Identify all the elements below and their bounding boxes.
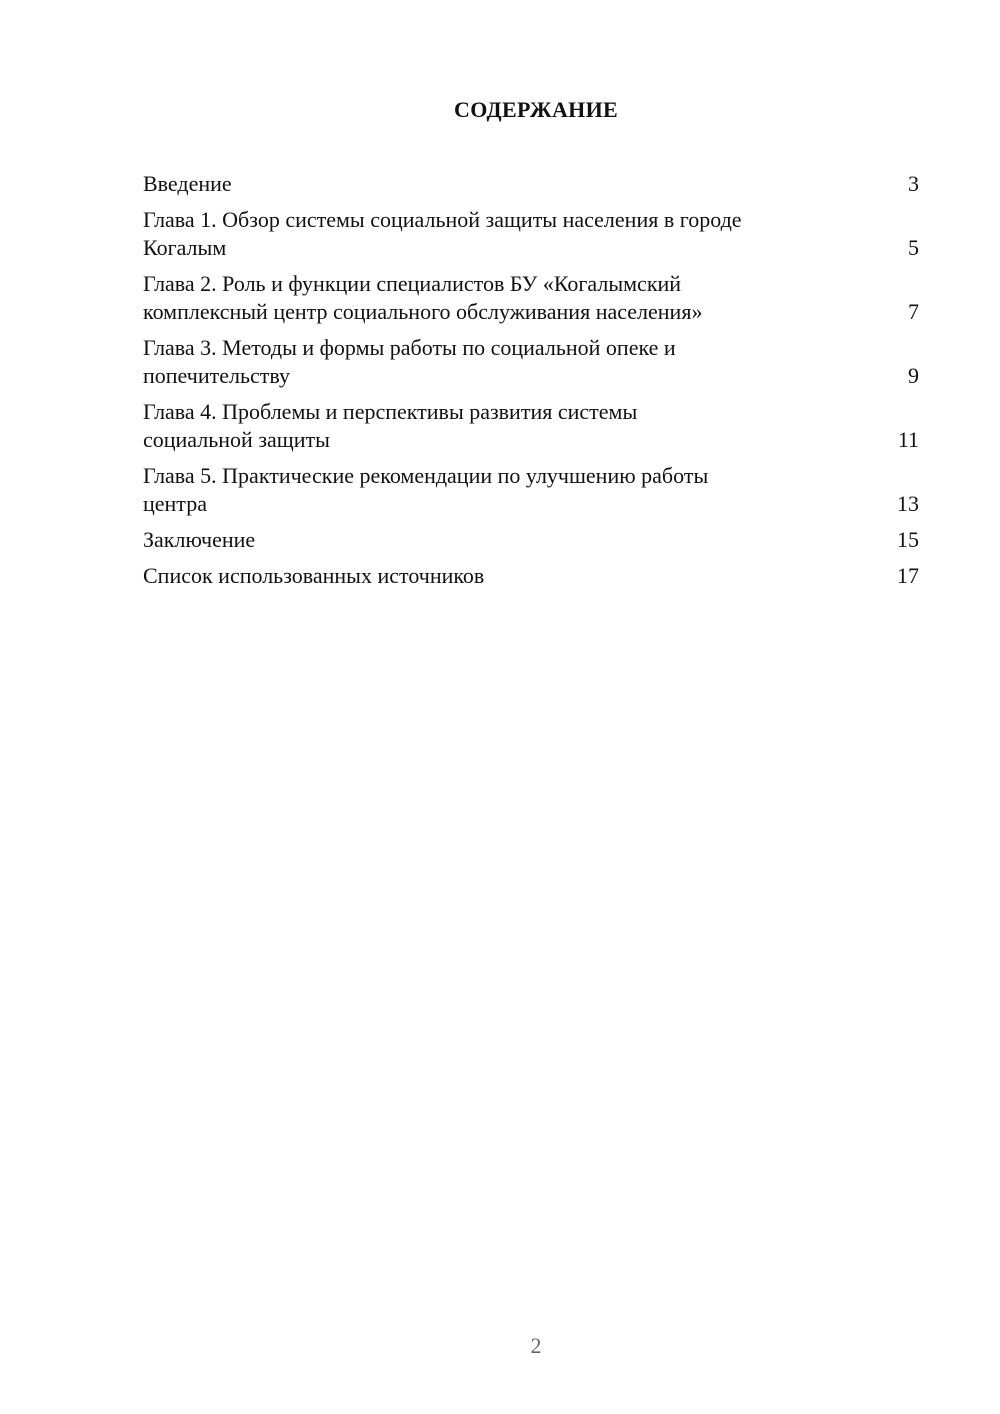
toc-entry-text: Введение xyxy=(143,171,232,196)
toc-entry-text: Глава 4. Проблемы и перспективы развития системы социальной защиты xyxy=(143,399,638,452)
toc-entry-chapter-3 xyxy=(143,334,919,390)
toc-entry-conclusion xyxy=(143,526,919,554)
toc-entry-text: Глава 5. Практические рекомендации по улучшению работы центра xyxy=(143,463,709,516)
toc-entry-page: 17 xyxy=(897,563,919,588)
toc-entry-text: Глава 3. Методы и формы работы по социальной опеке и попечительству xyxy=(143,335,676,388)
toc-entry-chapter-5 xyxy=(143,462,919,518)
toc-entry-page: 7 xyxy=(908,299,919,324)
toc-entry-text: Заключение xyxy=(143,527,256,552)
toc-entry-page: 11 xyxy=(897,427,919,452)
toc-entry-chapter-2 xyxy=(143,270,919,326)
table-of-contents xyxy=(143,170,919,598)
toc-entry-introduction xyxy=(143,170,919,198)
toc-entry-page: 15 xyxy=(897,527,919,552)
toc-entry-page: 9 xyxy=(908,363,919,388)
toc-entry-page: 3 xyxy=(908,171,919,196)
toc-entry-references xyxy=(143,562,919,590)
toc-entry-chapter-4 xyxy=(143,398,919,454)
toc-entry-text: Глава 1. Обзор системы социальной защиты населения в городе Когалым xyxy=(143,207,742,260)
toc-entry-page: 5 xyxy=(908,235,919,260)
toc-entry-chapter-1 xyxy=(143,206,919,262)
page-title: СОДЕРЖАНИЕ xyxy=(454,97,618,122)
toc-entry-text: Глава 2. Роль и функции специалистов БУ «Когалымский комплексный центр социального обслуживания населения» xyxy=(143,271,703,324)
toc-entry-text: Список использованных источников xyxy=(143,563,485,588)
page-number: 2 xyxy=(530,1333,542,1358)
toc-entry-page: 13 xyxy=(897,491,919,516)
